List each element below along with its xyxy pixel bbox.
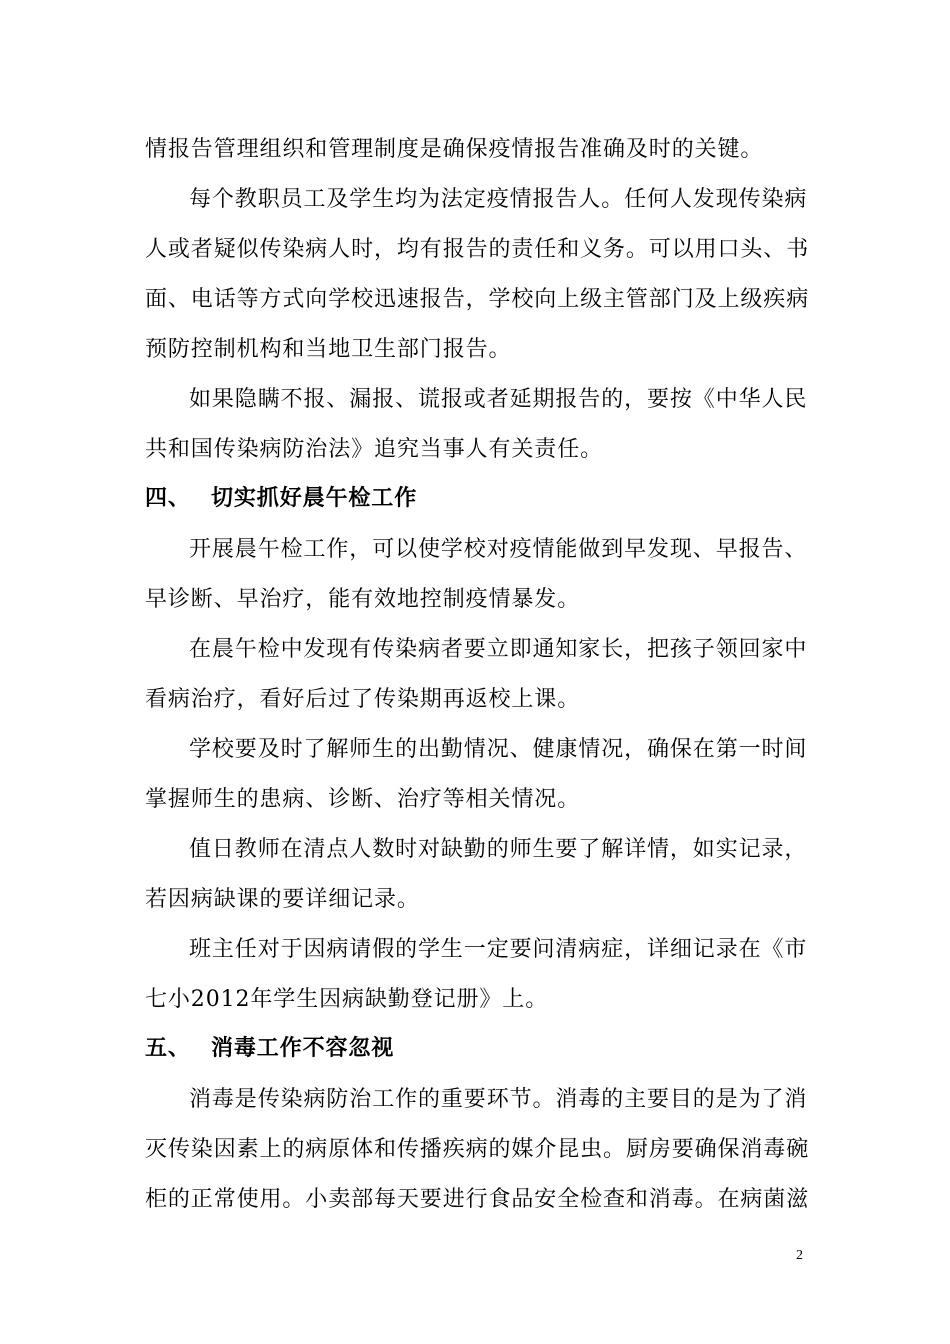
- paragraph-line: 在晨午检中发现有传染病者要立即通知家长，把孩子领回家中: [189, 637, 808, 662]
- paragraph-line: 如果隐瞒不报、漏报、谎报或者延期报告的，要按《中华人民: [189, 387, 808, 412]
- paragraph-line: 七小2012年学生因病缺勤登记册》上。: [145, 987, 549, 1012]
- section-title: 消毒工作不容忽视: [211, 1036, 395, 1061]
- paragraph-line: 开展晨午检工作，可以使学校对疫情能做到早发现、早报告、: [189, 537, 808, 562]
- paragraph-line: 柜的正常使用。小卖部每天要进行食品安全检查和消毒。在病菌滋: [145, 1187, 810, 1212]
- paragraph-line: 消毒是传染病防治工作的重要环节。消毒的主要目的是为了消: [189, 1087, 808, 1112]
- section-heading: [145, 1035, 805, 1063]
- paragraph-line: 每个教职员工及学生均为法定疫情报告人。任何人发现传染病: [189, 187, 808, 212]
- paragraph-line: 早诊断、早治疗，能有效地控制疫情暴发。: [145, 587, 581, 612]
- section-title: 切实抓好晨午检工作: [211, 486, 418, 511]
- paragraph-line: 面、电话等方式向学校迅速报告，学校向上级主管部门及上级疾病: [145, 287, 810, 312]
- paragraph-line: 共和国传染病防治法》追究当事人有关责任。: [145, 437, 604, 462]
- section-heading: [145, 485, 805, 513]
- section-number: 四、: [145, 486, 191, 511]
- paragraph-line: 学校要及时了解师生的出勤情况、健康情况，确保在第一时间: [189, 737, 808, 762]
- paragraph-line: 人或者疑似传染病人时，均有报告的责任和义务。可以用口头、书: [145, 237, 810, 262]
- paragraph-line: 预防控制机构和当地卫生部门报告。: [145, 337, 512, 362]
- paragraph-line: 看病治疗，看好后过了传染期再返校上课。: [145, 687, 581, 712]
- section-number: 五、: [145, 1036, 191, 1061]
- paragraph-line: 班主任对于因病请假的学生一定要问清病症，详细记录在《市: [189, 937, 808, 962]
- paragraph-line: 灭传染因素上的病原体和传播疾病的媒介昆虫。厨房要确保消毒碗: [145, 1137, 810, 1162]
- page-number: 2: [796, 1248, 803, 1263]
- paragraph-line: 若因病缺课的要详细记录。: [145, 887, 420, 912]
- paragraph-line: 掌握师生的患病、诊断、治疗等相关情况。: [145, 787, 581, 812]
- paragraph-line: 情报告管理组织和管理制度是确保疫情报告准确及时的关键。: [145, 137, 764, 162]
- paragraph-line: 值日教师在清点人数时对缺勤的师生要了解详情，如实记录，: [189, 837, 808, 862]
